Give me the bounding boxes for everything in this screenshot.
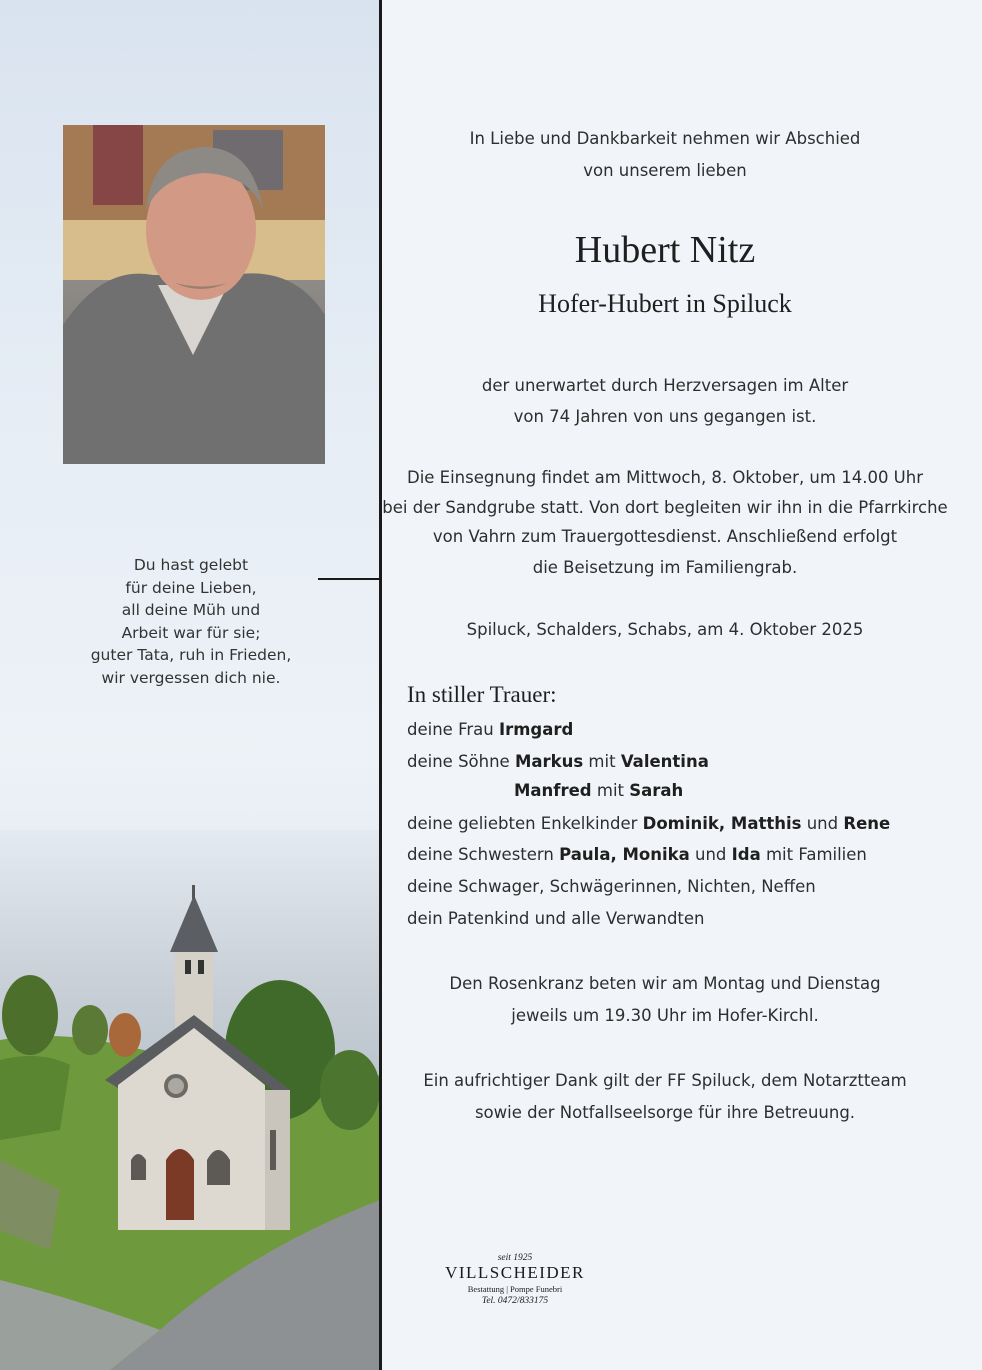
- logo-subtitle: Bestattung | Pompe Funebri: [467, 1284, 563, 1294]
- poem-line: für deine Lieben,: [125, 578, 257, 597]
- logo-name: VILLSCHEIDER: [445, 1263, 585, 1282]
- intro-line: von unserem lieben: [583, 161, 747, 180]
- chapel-landscape-image: [0, 830, 380, 1370]
- mourning-title: In stiller Trauer:: [407, 682, 557, 707]
- mourner-line: deine Schwager, Schwägerinnen, Nichten, Neffen: [407, 877, 816, 896]
- funeral-home-logo: [445, 1253, 585, 1307]
- deceased-nickname: Hofer-Hubert in Spiluck: [538, 289, 792, 318]
- death-line: von 74 Jahren von uns gegangen ist.: [513, 407, 817, 426]
- poem-line: all deine Müh und: [121, 601, 261, 620]
- mourner-line: dein Patenkind und alle Verwandten: [407, 909, 705, 928]
- poem-line: guter Tata, ruh in Frieden,: [90, 646, 292, 665]
- mourner-line: deine Frau Irmgard: [407, 720, 574, 739]
- thanks-line: sowie der Notfallseelsorge für ihre Betreuung.: [474, 1103, 856, 1122]
- rosary-line: Den Rosenkranz beten wir am Montag und Dienstag: [449, 974, 881, 993]
- mourner-line: deine geliebten Enkelkinder Dominik, Matthis und Rene: [407, 814, 891, 833]
- intro-line: In Liebe und Dankbarkeit nehmen wir Abschied: [469, 129, 861, 148]
- funeral-line: Die Einsegnung findet am Mittwoch, 8. Oktober, um 14.00 Uhr: [406, 468, 924, 487]
- rosary-line: jeweils um 19.30 Uhr im Hofer-Kirchl.: [511, 1006, 819, 1025]
- mourner-line: Manfred mit Sarah: [514, 781, 684, 800]
- poem-line: Du hast gelebt: [133, 556, 249, 574]
- left-panel: [0, 0, 380, 1370]
- funeral-line: bei der Sandgrube statt. Von dort begleiten wir ihn in die Pfarrkirche: [382, 498, 948, 517]
- poem: [60, 554, 322, 690]
- funeral-line: die Beisetzung im Familiengrab.: [532, 558, 798, 577]
- logo-since: seit 1925: [497, 1253, 533, 1263]
- mourner-line: deine Söhne Markus mit Valentina: [407, 752, 709, 771]
- mourner-line: deine Schwestern Paula, Monika und Ida mit Familien: [407, 845, 867, 864]
- death-line: der unerwartet durch Herzversagen im Alter: [481, 376, 849, 395]
- portrait-photo: [63, 125, 325, 464]
- poem-line: Arbeit war für sie;: [121, 623, 261, 642]
- logo-phone: Tel. 0472/833175: [481, 1296, 549, 1306]
- poem-line: wir vergessen dich nie.: [101, 668, 281, 687]
- funeral-line: von Vahrn zum Trauergottesdienst. Anschließend erfolgt: [432, 527, 898, 546]
- right-panel: [382, 0, 982, 1370]
- deceased-name: Hubert Nitz: [574, 229, 756, 271]
- thanks-line: Ein aufrichtiger Dank gilt der FF Spiluck, dem Notarztteam: [423, 1071, 907, 1090]
- place-date: Spiluck, Schalders, Schabs, am 4. Oktober 2025: [466, 620, 864, 639]
